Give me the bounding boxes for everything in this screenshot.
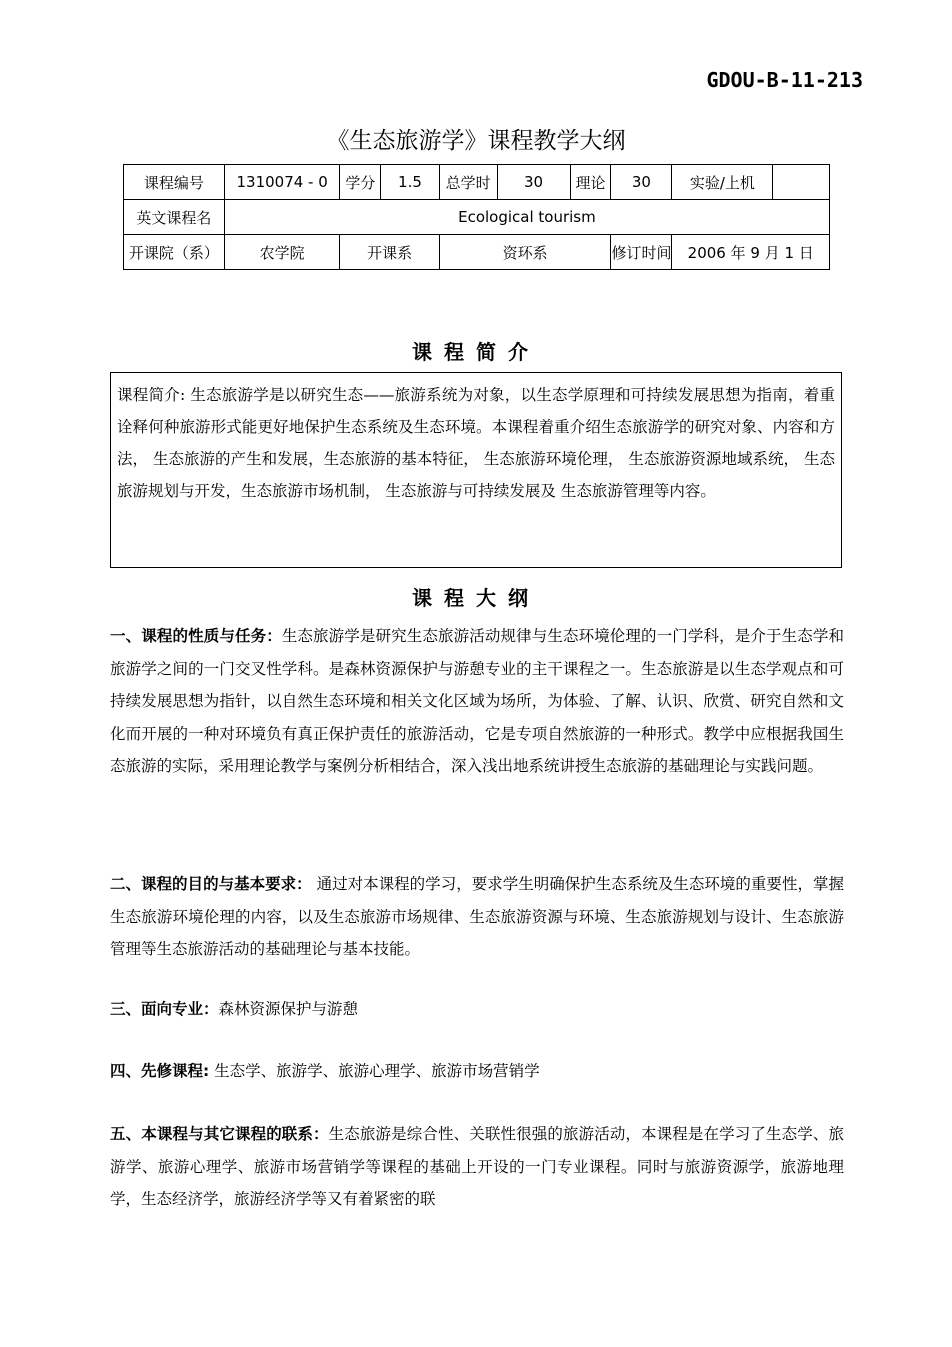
section-text: 生态学、旅游学、旅游心理学、旅游市场营销学 (209, 1062, 540, 1080)
section-label: 一、课程的性质与任务： (110, 627, 282, 645)
section-label: 二、课程的目的与基本要求： (110, 875, 312, 893)
department-value: 资环系 (439, 235, 611, 270)
college-value: 农学院 (224, 235, 340, 270)
credit-label: 学分 (340, 165, 381, 200)
intro-text: 课程简介: 生态旅游学是以研究生态——旅游系统为对象，以生态学原理和可持续发展思想为指南，着重诠释何种旅游形式能更好地保护生态系统及生态环境。本课程着重介绍生态旅游学的研究对象、内容和方法， 生态旅游的产生和发展，生态旅游的基本特征， 生态旅游环境伦理， 生态旅游资源地域系统， 生态旅游规划与开发，生态旅游市场机制， 生态旅游与可持续发展及 生态旅游管理等内容。 (117, 386, 835, 500)
section-relations (110, 1118, 844, 1216)
section-text: 生态旅游是综合性、关联性很强的旅游活动，本课程是在学习了生态学、旅游学、旅游心理学、旅游市场营销学等课程的基础上开设的一门专业课程。同时与旅游资源学，旅游地理学，生态经济学，旅游经济学等又有着紧密的联 (110, 1125, 844, 1208)
section-label: 四、先修课程: (110, 1062, 210, 1080)
section-text: 生态旅游学是研究生态旅游活动规律与生态环境伦理的一门学科，是介于生态学和旅游学之间的一门交叉性学科。是森林资源保护与游憩专业的主干课程之一。生态旅游是以生态学观点和可持续发展思想为指针，以自然生态环境和相关文化区域为场所，为体验、了解、认识、欣赏、研究自然和文化而开展的一种对环境负有真正保护责任的旅游活动，它是专项自然旅游的一种形式。教学中应根据我国生态旅游的实际，采用理论教学与案例分析相结合，深入浅出地系统讲授生态旅游的基础理论与实践问题。 (110, 627, 844, 775)
department-label: 开课系 (340, 235, 439, 270)
credit-value: 1.5 (381, 165, 439, 200)
section-nature (110, 620, 844, 783)
intro-box (110, 372, 842, 568)
intro-heading: 课程简介 (412, 340, 540, 364)
english-name-value: Ecological tourism (224, 200, 829, 235)
section-label: 三、面向专业： (110, 1000, 219, 1018)
outline-heading: 课程大纲 (412, 586, 540, 610)
revised-value: 2006 年 9 月 1 日 (672, 235, 830, 270)
total-hours-label: 总学时 (439, 165, 497, 200)
college-label: 开课院（系） (124, 235, 225, 270)
section-prerequisites (110, 1055, 844, 1088)
table-row (124, 165, 830, 200)
lab-value (773, 165, 830, 200)
document-code: GDOU-B-11-213 (706, 68, 863, 92)
section-text: 通过对本课程的学习，要求学生明确保护生态系统及生态环境的重要性，掌握生态旅游环境伦理的内容，以及生态旅游市场规律、生态旅游资源与环境、生态旅游规划与设计、生态旅游管理等生态旅游活动的基础理论与基本技能。 (110, 875, 844, 958)
course-info-table (123, 164, 830, 270)
english-name-label: 英文课程名 (124, 200, 225, 235)
theory-value: 30 (611, 165, 672, 200)
page-title: 《生态旅游学》课程教学大纲 (326, 128, 626, 154)
course-no-value: 1310074 - 0 (224, 165, 340, 200)
course-no-label: 课程编号 (124, 165, 225, 200)
total-hours-value: 30 (497, 165, 570, 200)
table-row (124, 235, 830, 270)
section-label: 五、本课程与其它课程的联系： (110, 1125, 329, 1143)
theory-label: 理论 (570, 165, 611, 200)
lab-label: 实验/上机 (672, 165, 773, 200)
table-row (124, 200, 830, 235)
section-text: 森林资源保护与游憩 (218, 1000, 359, 1018)
section-major (110, 993, 844, 1026)
section-objectives (110, 868, 844, 966)
revised-label: 修订时间 (611, 235, 672, 270)
